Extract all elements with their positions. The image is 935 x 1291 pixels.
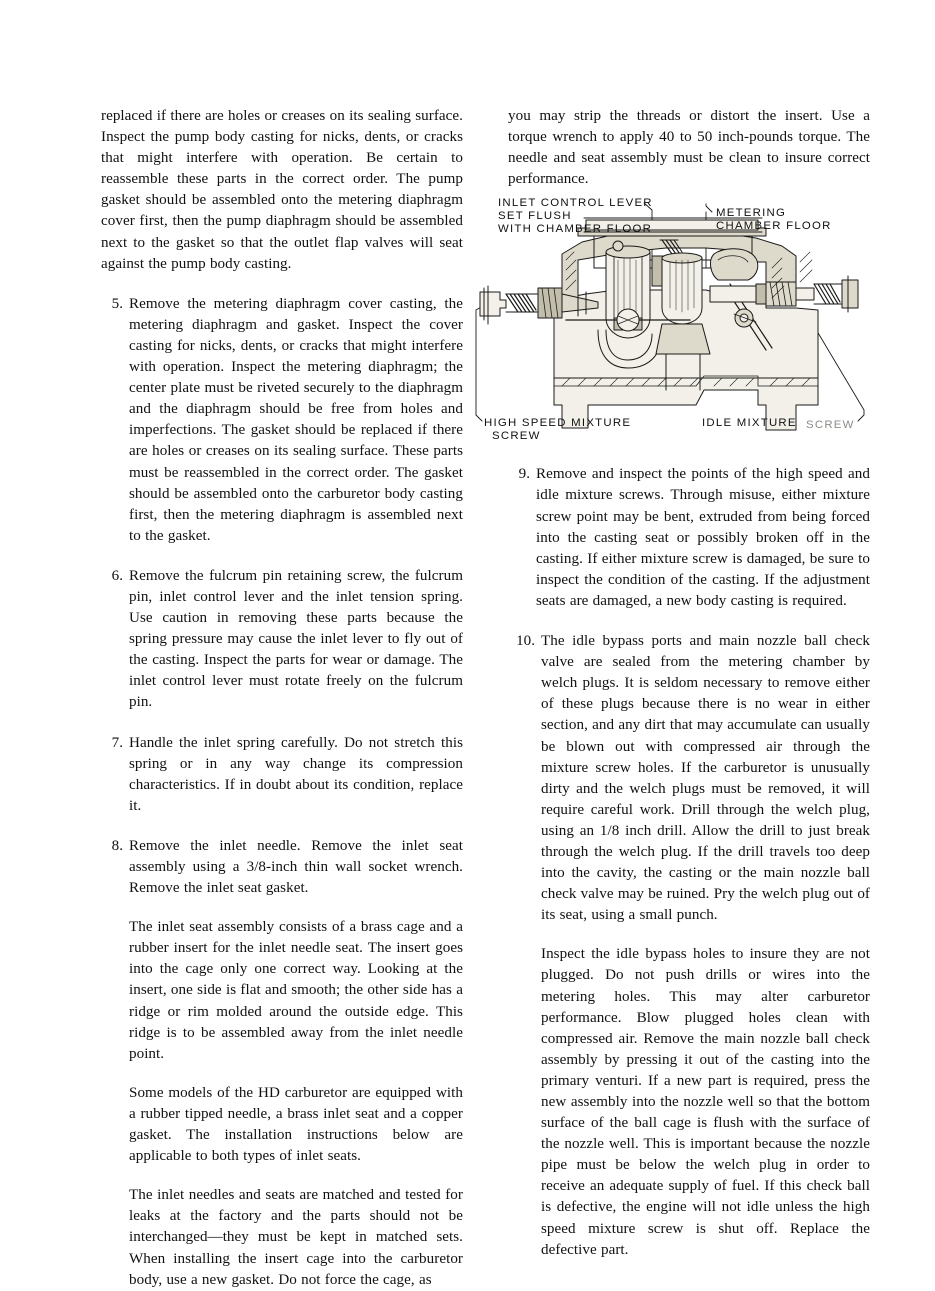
list-item-7 bbox=[101, 733, 463, 817]
callout-high-speed-line1: HIGH SPEED MIXTURE bbox=[484, 417, 632, 429]
list-item-5-number: 5. bbox=[111, 295, 123, 312]
list-item-9-paragraph-1: Remove and inspect the points of the high speed and idle mixture screws. Through misuse, either mixture screw point may be bent, extruded from being forced into the casting seat or possibly broken off in the casting. If either mixture screw is damaged, be sure to inspect the condition of the casting. If the adjustment seats are damaged, a new body casting is required. bbox=[536, 466, 870, 609]
callout-inlet-control-lever-line1: INLET CONTROL LEVER bbox=[498, 197, 653, 209]
list-item-7-number: 7. bbox=[111, 734, 123, 751]
callout-idle-mixture-label: IDLE MIXTURE bbox=[702, 417, 797, 429]
left-column bbox=[101, 106, 463, 1291]
callout-idle-mixture-screw: SCREW bbox=[806, 419, 855, 431]
carburetor-cross-section-figure bbox=[466, 190, 878, 448]
list-item-8-paragraph-1: Remove the inlet needle. Remove the inlet seat assembly using a 3/8-inch thin wall socket wrench. Remove the inlet seat gasket. bbox=[129, 837, 463, 897]
list-item-8-paragraph-2: The inlet seat assembly consists of a brass cage and a rubber insert for the inlet needle seat. The insert goes into the cage only one correct way. Looking at the insert, one side is flat and smooth; the other side has a ridge or rim molded around the outside edge. This ridge is to be assembled away from the inlet needle point. bbox=[129, 919, 463, 1062]
list-item-10-number: 10. bbox=[516, 633, 535, 650]
right-intro-paragraph: you may strip the threads or distort the insert. Use a torque wrench to apply 40 to 50 inch-pounds torque. The needle and seat assembly must be clean to insure correct performance. bbox=[508, 108, 870, 188]
list-item-5 bbox=[101, 294, 463, 547]
callout-metering-line1: METERING bbox=[716, 207, 787, 219]
callout-inlet-control-lever-line2: SET FLUSH bbox=[498, 210, 572, 222]
list-item-10-paragraph-2: Inspect the idle bypass holes to insure they are not plugged. Do not push drills or wires into the metering holes. This may alter carburetor performance. Blow plugged holes clean with compressed air. Remove the main nozzle ball check assembly by pressing it out of the casting into the primary venturi. If a new part is required, press the new assembly into the nozzle well so that the bottom surface of the ball cage is flush with the surface of the nozzle well. This is important because the nozzle pipe must be below the welch plug in order to receive an adequate supply of fuel. If this check ball is defective, the engine will not idle unless the high speed mixture screw is shut off. Replace the defective part. bbox=[541, 946, 870, 1258]
list-item-10 bbox=[508, 631, 870, 1261]
list-item-5-paragraph-1: Remove the metering diaphragm cover casting, the metering diaphragm and gasket. Inspect the cover casting for nicks, dents, or cracks that might interfere with operation. Inspect the metering diaphragm; the center plate must be riveted securely to the diaphragm and the diaphragm should be free from holes and imperfections. The gasket should be replaced if there are holes or creases on its sealing surface. These parts must be reassembled in the correct order. The gasket should be assembled onto the carburetor body casting first, then the metering diaphragm is assembled next to the gasket. bbox=[129, 295, 463, 544]
callout-high-speed-line2: SCREW bbox=[492, 430, 541, 442]
callout-metering-line2: CHAMBER FLOOR bbox=[716, 220, 832, 232]
list-item-8 bbox=[101, 836, 463, 1291]
callout-inlet-control-lever-line3: WITH CHAMBER FLOOR bbox=[498, 223, 653, 235]
list-item-9 bbox=[508, 464, 870, 612]
list-item-9-number: 9. bbox=[518, 466, 530, 483]
list-item-7-paragraph-1: Handle the inlet spring carefully. Do not stretch this spring or in any way change its compression characteristics. If in doubt about its condition, replace it. bbox=[129, 734, 463, 814]
list-item-6-paragraph-1: Remove the fulcrum pin retaining screw, the fulcrum pin, inlet control lever and the inlet tension spring. Use caution in removing these parts because the spring pressure may cause the inlet lever to fly out of the casting. Inspect the parts for wear or damage. The inlet control lever must rotate freely on the fulcrum pin. bbox=[129, 567, 463, 711]
list-item-10-paragraph-1: The idle bypass ports and main nozzle ball check valve are sealed from the metering chamber by welch plugs. It is seldom necessary to remove either of these plugs because there is no wear in either section, and any dirt that may accumulate can usually be blown out with compressed air through the mixture screw holes. If the carburetor is unusually dirty and the welch plugs must be removed, it will require careful work. Drill through the welch plug, using an 1/8 inch drill. Allow the drill to just break through the welch plug. If the drill travels too deep into the cavity, the casting or the main nozzle ball check valve may be ruined. Pry the welch plug out of its seat, using a small punch. bbox=[541, 633, 870, 924]
list-item-6 bbox=[101, 566, 463, 714]
list-item-8-paragraph-4: The inlet needles and seats are matched and tested for leaks at the factory and the parts should not be interchanged—they must be kept in matched sets. When installing the insert cage into the carburetor body, use a new gasket. Do not force the cage, as bbox=[129, 1187, 463, 1288]
list-item-6-number: 6. bbox=[111, 567, 123, 584]
list-item-8-paragraph-3: Some models of the HD carburetor are equipped with a rubber tipped needle, a brass inlet seat and a copper gasket. The installation instructions below are applicable to both types of inlet seats. bbox=[129, 1084, 463, 1165]
left-intro-paragraph: replaced if there are holes or creases on its sealing surface. Inspect the pump body casting for nicks, dents, or cracks that might interfere with operation. Be certain to reassemble these parts in the correct order. The pump gasket should be assembled onto the metering diaphragm cover first, then the pump diaphragm should be assembled next to the gasket so that the outlet flap valves will seat against the pump body casting. bbox=[101, 108, 463, 272]
list-item-8-number: 8. bbox=[111, 837, 123, 854]
